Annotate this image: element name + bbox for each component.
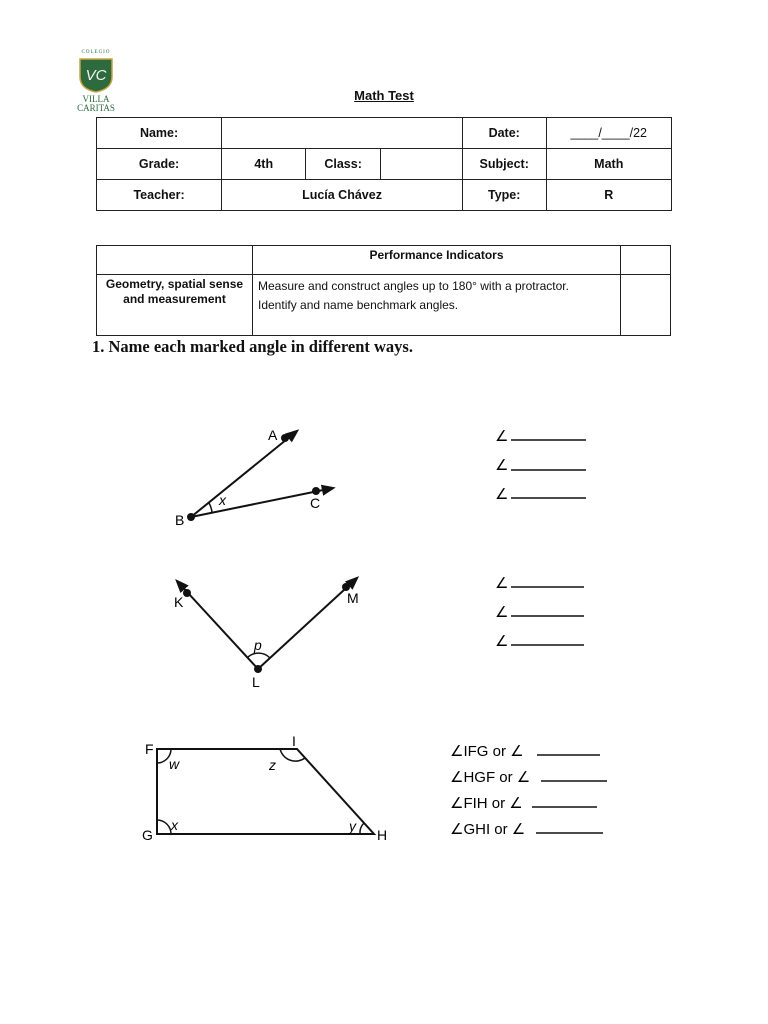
indicator-line: Measure and construct angles up to 180° with a protractor. [258, 279, 569, 293]
grade-value: 4th [222, 149, 306, 180]
label-k: K [174, 594, 184, 610]
label-b: B [175, 512, 185, 528]
label-h: H [377, 827, 388, 843]
type-value: R [546, 180, 671, 211]
answer-blanks-2 [495, 575, 584, 650]
subject-label: Subject: [462, 149, 546, 180]
trapezoid-shape [157, 749, 374, 834]
grade-label: Grade: [97, 149, 222, 180]
angle-symbol: ∠ [495, 575, 509, 592]
point-c [312, 487, 320, 495]
logo-line1: VILLA [82, 94, 110, 104]
angle-symbol: ∠ [495, 428, 509, 445]
angle-figure-1 [175, 427, 333, 528]
angle-arc [209, 503, 212, 513]
subject-value: Math [546, 149, 671, 180]
label-z: z [269, 757, 276, 773]
label-l: L [252, 674, 260, 690]
angle-arc [360, 823, 364, 834]
answer-prompt: ∠GHI or ∠ [450, 821, 526, 838]
label-y: y [349, 818, 356, 834]
trapezoid-figure [142, 733, 387, 843]
point-b [187, 513, 195, 521]
answer-blanks-1 [495, 428, 586, 503]
angle-symbol: ∠ [495, 604, 509, 621]
answer-prompt: ∠FIH or ∠ [450, 795, 523, 812]
question-1: 1. Name each marked angle in different ways. [92, 337, 413, 356]
label-x: x [171, 817, 178, 833]
logo-monogram: VC [85, 67, 107, 84]
label-f: F [145, 741, 154, 757]
indicator-line: Identify and name benchmark angles. [258, 298, 459, 312]
teacher-value: Lucía Chávez [222, 180, 463, 211]
page-title: Math Test [354, 88, 414, 103]
type-label: Type: [462, 180, 546, 211]
answer-prompt: ∠HGF or ∠ [450, 769, 531, 786]
point-l [254, 665, 262, 673]
label-i: I [292, 733, 296, 749]
angle-arc [157, 820, 171, 834]
class-label: Class: [306, 149, 381, 180]
date-label: Date: [462, 118, 546, 149]
angle-figure-2 [174, 578, 359, 690]
angle-arc [247, 653, 270, 658]
performance-area: Geometry, spatial sense and measurement [97, 275, 253, 336]
label-g: G [142, 827, 153, 843]
angle-symbol: ∠ [495, 486, 509, 503]
angle-symbol: ∠ [495, 457, 509, 474]
answer-prompt: ∠IFG or ∠ [450, 743, 524, 760]
logo-top-text: COLEGIO [81, 50, 111, 55]
ray-ba [191, 431, 297, 517]
answer-blanks-3 [450, 743, 607, 838]
label-a: A [268, 427, 278, 443]
performance-header: Performance Indicators [253, 246, 621, 275]
teacher-label: Teacher: [97, 180, 222, 211]
ray-lm [258, 578, 357, 669]
label-x: x [219, 492, 226, 508]
date-field[interactable]: ____/____/22 [546, 118, 671, 149]
label-w: w [169, 756, 180, 772]
label-m: M [347, 590, 359, 606]
label-p: p [254, 637, 262, 653]
point-k [183, 589, 191, 597]
label-c: C [310, 495, 321, 511]
angle-symbol: ∠ [495, 633, 509, 650]
logo-line2: CARITAS [77, 103, 115, 113]
point-a [281, 434, 289, 442]
name-label: Name: [97, 118, 222, 149]
